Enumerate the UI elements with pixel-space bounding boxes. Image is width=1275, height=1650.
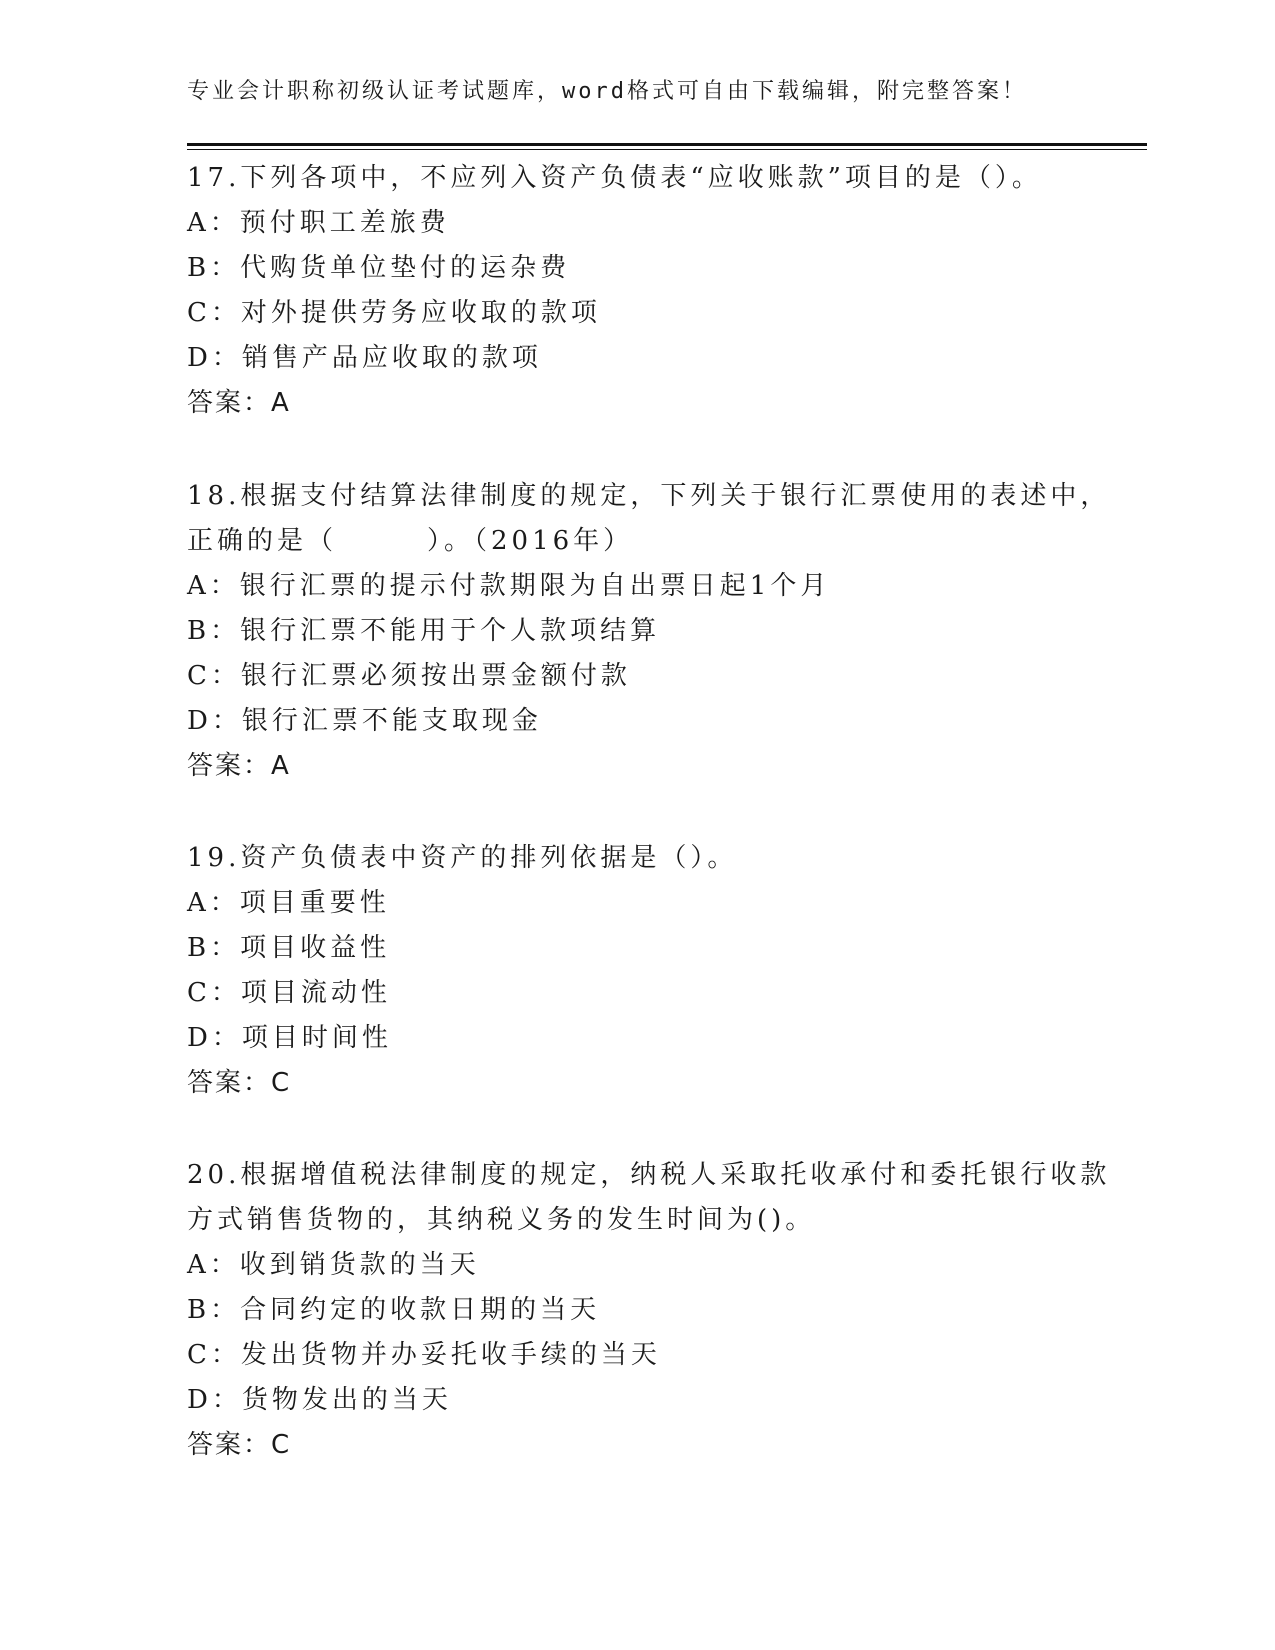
answer: 答案：C [187, 1430, 292, 1460]
answer: 答案：A [187, 388, 291, 418]
option-d: D：货物发出的当天 [187, 1385, 452, 1415]
header-rule-thin [187, 149, 1147, 150]
question-20 [187, 1153, 1111, 1468]
option-a: A：预付职工差旅费 [187, 208, 450, 238]
option-c: C：项目流动性 [187, 978, 391, 1008]
question-text: 20.根据增值税法律制度的规定，纳税人采取托收承付和委托银行收款 [187, 1160, 1111, 1190]
option-b: B：银行汇票不能用于个人款项结算 [187, 616, 661, 646]
question-text-continued: 正确的是（ ）。（2016年） [187, 526, 634, 556]
question-text: 17.下列各项中，不应列入资产负债表“应收账款”项目的是（）。 [187, 163, 1042, 193]
question-19 [187, 836, 1087, 1106]
question-text: 18.根据支付结算法律制度的规定，下列关于银行汇票使用的表述中， [187, 481, 1111, 511]
option-c: C：银行汇票必须按出票金额付款 [187, 661, 631, 691]
option-a: A：银行汇票的提示付款期限为自出票日起1个月 [187, 571, 831, 601]
answer: 答案：A [187, 751, 291, 781]
header-rule-thick [187, 143, 1147, 146]
question-text: 19.资产负债表中资产的排列依据是（）。 [187, 843, 738, 873]
option-d: D：银行汇票不能支取现金 [187, 706, 542, 736]
question-18 [187, 474, 1111, 789]
option-d: D：项目时间性 [187, 1023, 392, 1053]
option-c: C：对外提供劳务应收取的款项 [187, 298, 601, 328]
option-a: A：项目重要性 [187, 888, 390, 918]
page-header: 专业会计职称初级认证考试题库，word格式可自由下载编辑，附完整答案！ [187, 79, 1027, 104]
option-b: B：代购货单位垫付的运杂费 [187, 253, 571, 283]
option-b: B：合同约定的收款日期的当天 [187, 1295, 601, 1325]
option-d: D：销售产品应收取的款项 [187, 343, 542, 373]
option-b: B：项目收益性 [187, 933, 391, 963]
question-17 [187, 156, 1087, 426]
answer: 答案：C [187, 1068, 292, 1098]
question-text-continued: 方式销售货物的，其纳税义务的发生时间为()。 [187, 1205, 816, 1235]
option-c: C：发出货物并办妥托收手续的当天 [187, 1340, 661, 1370]
option-a: A：收到销货款的当天 [187, 1250, 480, 1280]
